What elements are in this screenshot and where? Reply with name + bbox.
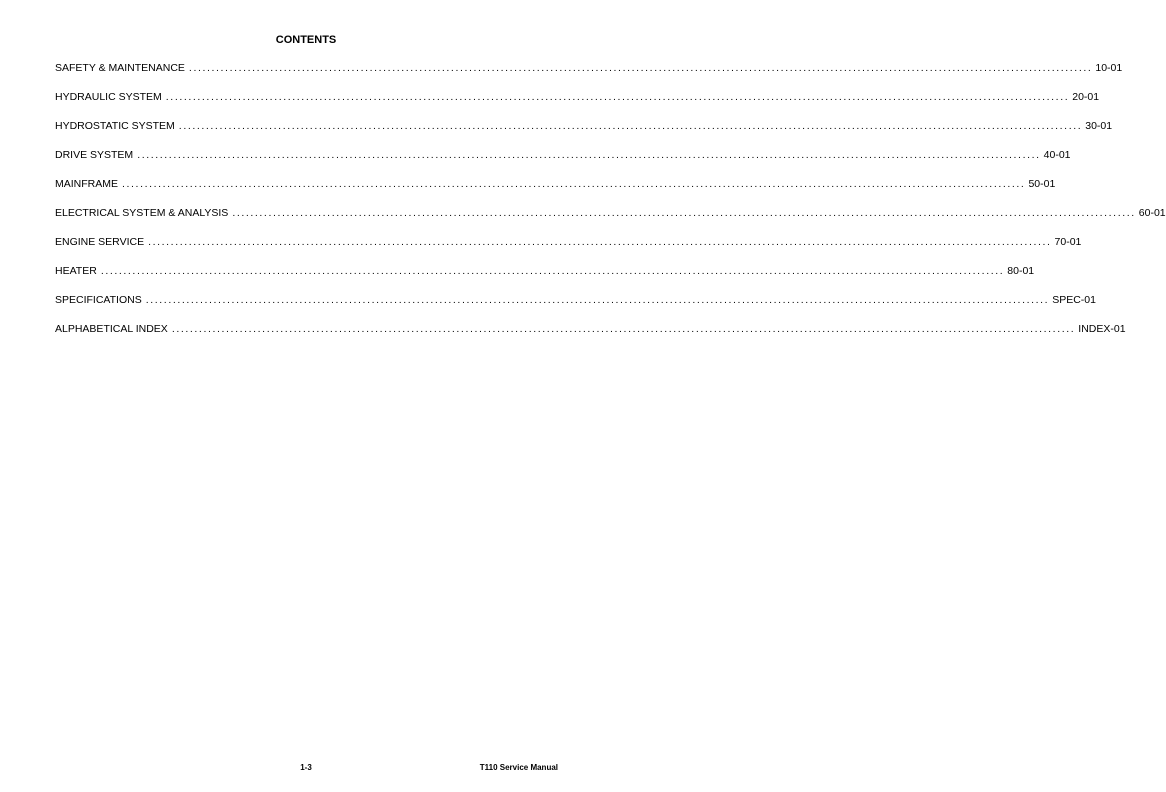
toc-entry-page: 10-01 — [1095, 62, 1123, 74]
toc-entry-page: 30-01 — [1085, 120, 1113, 132]
toc-entry-page: 50-01 — [1028, 178, 1056, 190]
toc-entry-drive-system[interactable] — [55, 148, 1071, 162]
toc-entry-title: HEATER — [55, 265, 97, 277]
toc-entry-mainframe[interactable] — [55, 177, 1056, 191]
footer-manual-title: T110 Service Manual — [479, 763, 558, 772]
toc-entry-hydrostatic-system[interactable] — [55, 119, 1113, 133]
toc-entry-title: ENGINE SERVICE — [55, 236, 145, 248]
toc-entry-hydraulic-system[interactable] — [55, 90, 1100, 104]
toc-entry-page: SPEC-01 — [1052, 294, 1096, 306]
toc-entry-electrical-system[interactable] — [55, 206, 1166, 220]
toc-entry-title: HYDRAULIC SYSTEM — [55, 91, 162, 103]
toc-entry-title: SAFETY & MAINTENANCE — [55, 62, 185, 74]
toc-entry-title: SPECIFICATIONS — [55, 294, 142, 306]
dot-leader: ........................................................................................................................................................................................................ — [232, 207, 1136, 219]
dot-leader: ........................................................................................................................................................................................................ — [145, 294, 1050, 306]
toc-entry-page: 80-01 — [1007, 265, 1035, 277]
toc-entry-page: 60-01 — [1138, 207, 1166, 219]
dot-leader: ........................................................................................................................................................................................................ — [100, 265, 1005, 277]
toc-entry-page: 20-01 — [1072, 91, 1100, 103]
dot-leader: ........................................................................................................................................................................................................ — [122, 178, 1026, 190]
dot-leader: ........................................................................................................................................................................................................ — [178, 120, 1083, 132]
toc-entry-title: HYDROSTATIC SYSTEM — [55, 120, 175, 132]
toc-entry-alphabetical-index[interactable] — [55, 322, 1126, 336]
toc-entry-specifications[interactable] — [55, 293, 1096, 307]
footer-page-number: 1-3 — [300, 763, 312, 772]
toc-entry-title: ELECTRICAL SYSTEM & ANALYSIS — [55, 207, 229, 219]
toc-entry-safety-maintenance[interactable] — [55, 61, 1123, 75]
toc-entry-engine-service[interactable] — [55, 235, 1082, 249]
toc-entry-title: ALPHABETICAL INDEX — [55, 323, 168, 335]
toc-entry-title: DRIVE SYSTEM — [55, 149, 134, 161]
page-title: CONTENTS — [275, 34, 337, 46]
dot-leader: ........................................................................................................................................................................................................ — [137, 149, 1041, 161]
dot-leader: ........................................................................................................................................................................................................ — [165, 91, 1070, 103]
toc-entry-title: MAINFRAME — [55, 178, 118, 190]
dot-leader: ........................................................................................................................................................................................................ — [188, 62, 1093, 74]
toc-entry-page: INDEX-01 — [1078, 323, 1126, 335]
dot-leader: ........................................................................................................................................................................................................ — [171, 323, 1076, 335]
dot-leader: ........................................................................................................................................................................................................ — [148, 236, 1052, 248]
toc-entry-page: 40-01 — [1043, 149, 1071, 161]
toc-entry-page: 70-01 — [1054, 236, 1082, 248]
toc-entry-heater[interactable] — [55, 264, 1035, 278]
table-of-contents — [55, 61, 1166, 351]
